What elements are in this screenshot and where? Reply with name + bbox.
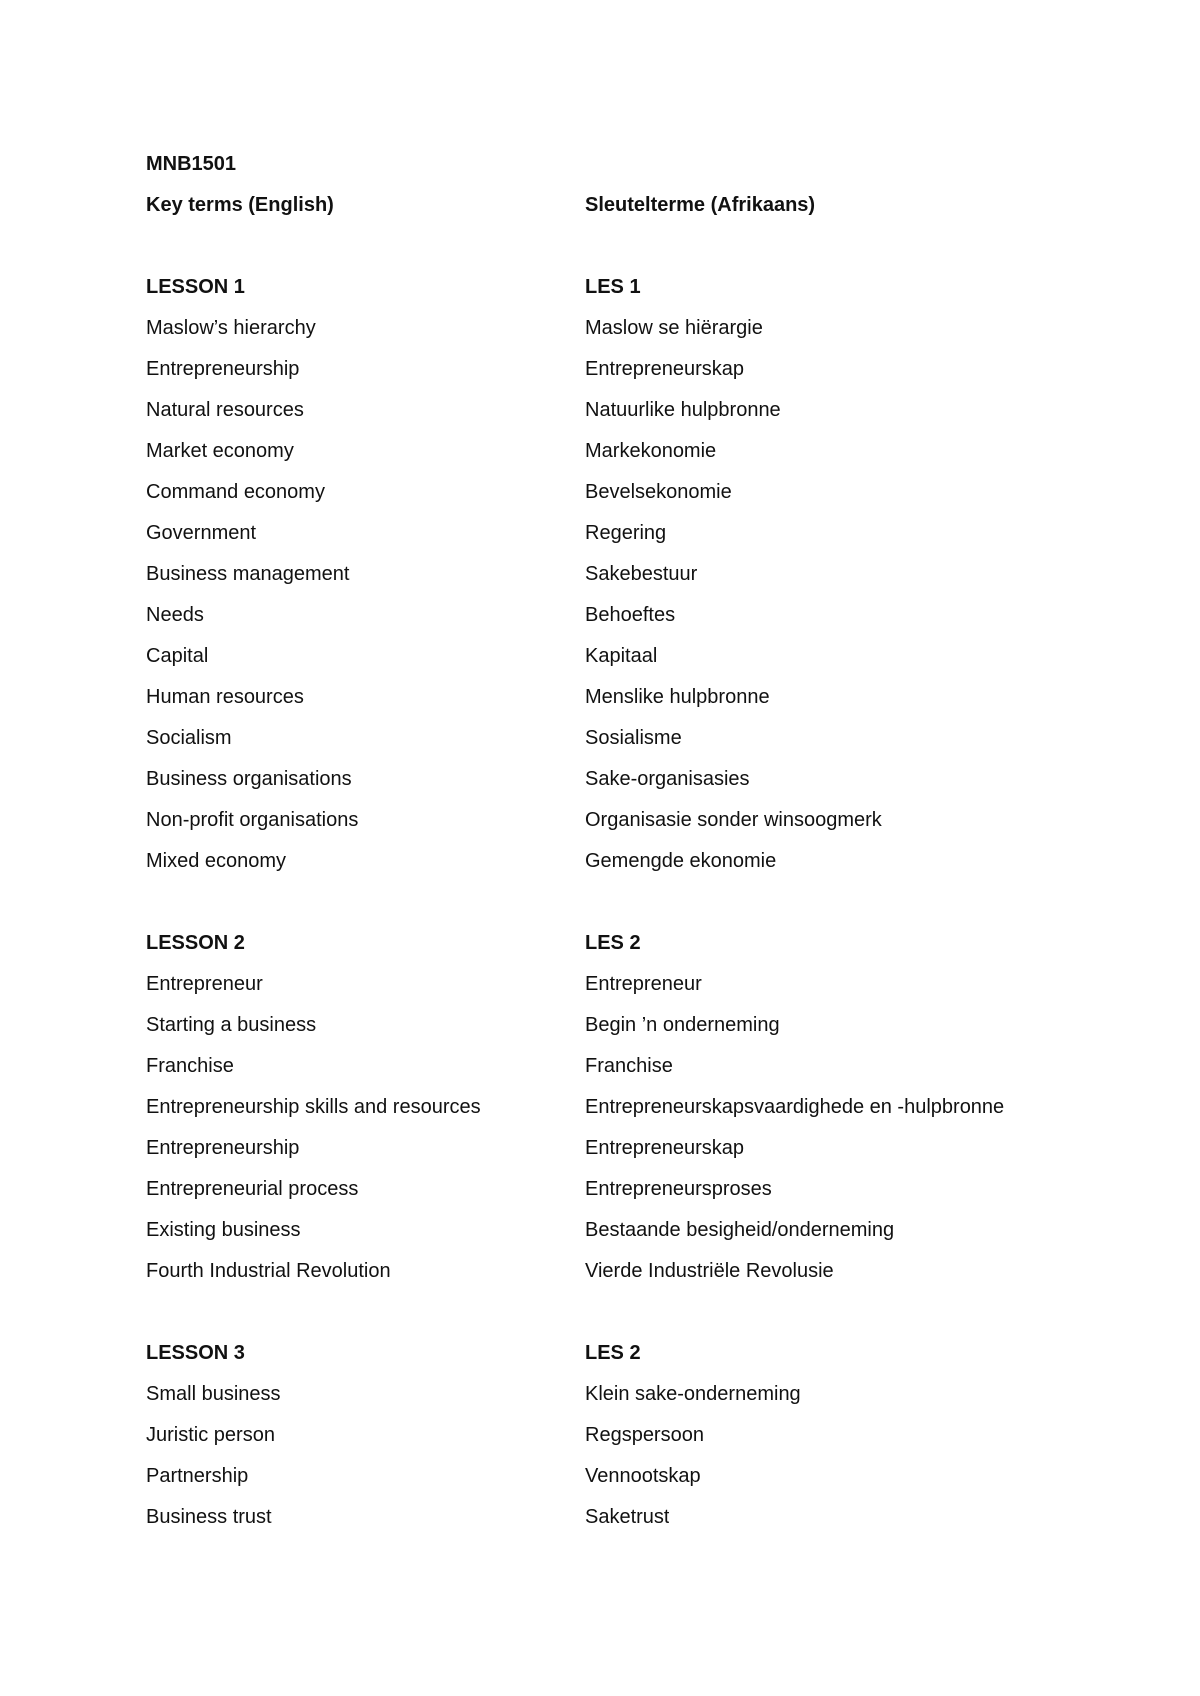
term-afrikaans: Vennootskap (585, 1465, 701, 1487)
lesson-heading-afrikaans: LES 2 (585, 932, 641, 954)
term-afrikaans: Bevelsekonomie (585, 481, 732, 503)
term-afrikaans: Maslow se hiërargie (585, 317, 763, 339)
term-row (146, 595, 1086, 636)
lessons-container (146, 267, 1086, 1538)
term-afrikaans: Entrepreneurskap (585, 1137, 744, 1159)
term-afrikaans: Gemengde ekonomie (585, 850, 777, 872)
term-row (146, 800, 1086, 841)
term-english: Entrepreneurship skills and resources (146, 1096, 481, 1118)
term-afrikaans: Sake-organisasies (585, 768, 750, 790)
section-spacer (146, 882, 1086, 923)
term-row (146, 390, 1086, 431)
term-row (146, 1046, 1086, 1087)
document-body (146, 144, 1086, 1538)
term-english: Entrepreneurship (146, 358, 300, 380)
term-english: Command economy (146, 481, 325, 503)
term-row (146, 349, 1086, 390)
term-english: Market economy (146, 440, 294, 462)
term-english: Entrepreneurship (146, 1137, 300, 1159)
term-row (146, 1374, 1086, 1415)
term-row (146, 964, 1086, 1005)
term-row (146, 1415, 1086, 1456)
term-afrikaans: Regspersoon (585, 1424, 704, 1446)
term-english: Business organisations (146, 768, 352, 790)
term-afrikaans: Behoeftes (585, 604, 676, 626)
term-english: Capital (146, 645, 209, 667)
term-english: Small business (146, 1383, 281, 1405)
term-afrikaans: Markekonomie (585, 440, 717, 462)
term-afrikaans: Bestaande besigheid/onderneming (585, 1219, 895, 1241)
column-header-row (146, 185, 1086, 226)
term-english: Non-profit organisations (146, 809, 359, 831)
term-english: Natural resources (146, 399, 304, 421)
lesson-section (146, 923, 1086, 1292)
lesson-heading-english: LESSON 2 (146, 932, 245, 954)
term-row (146, 554, 1086, 595)
course-code: MNB1501 (146, 153, 237, 175)
term-afrikaans: Kapitaal (585, 645, 658, 667)
term-afrikaans: Sakebestuur (585, 563, 698, 585)
term-row (146, 677, 1086, 718)
header-afrikaans: Sleutelterme (Afrikaans) (585, 194, 816, 216)
term-row (146, 513, 1086, 554)
lesson-heading-afrikaans: LES 1 (585, 276, 641, 298)
term-row (146, 1456, 1086, 1497)
term-row (146, 759, 1086, 800)
term-afrikaans: Regering (585, 522, 667, 544)
term-english: Juristic person (146, 1424, 275, 1446)
term-english: Existing business (146, 1219, 301, 1241)
term-row (146, 431, 1086, 472)
term-english: Needs (146, 604, 204, 626)
term-afrikaans: Organisasie sonder winsoogmerk (585, 809, 882, 831)
lesson-section (146, 267, 1086, 882)
term-english: Franchise (146, 1055, 234, 1077)
term-afrikaans: Entrepreneurskap (585, 358, 744, 380)
lesson-heading-row (146, 267, 1086, 308)
term-english: Partnership (146, 1465, 249, 1487)
lesson-heading-row (146, 923, 1086, 964)
term-afrikaans: Sosialisme (585, 727, 682, 749)
term-afrikaans: Natuurlike hulpbronne (585, 399, 781, 421)
term-row (146, 1169, 1086, 1210)
term-english: Government (146, 522, 257, 544)
term-row (146, 1087, 1086, 1128)
section-spacer (146, 1292, 1086, 1333)
term-row (146, 1005, 1086, 1046)
term-afrikaans: Klein sake-onderneming (585, 1383, 801, 1405)
header-english: Key terms (English) (146, 194, 334, 216)
lesson-heading-english: LESSON 1 (146, 276, 245, 298)
term-row (146, 1251, 1086, 1292)
term-row (146, 1128, 1086, 1169)
lesson-heading-english: LESSON 3 (146, 1342, 245, 1364)
term-english: Maslow’s hierarchy (146, 317, 316, 339)
term-english: Entrepreneurial process (146, 1178, 359, 1200)
term-afrikaans: Entrepreneursproses (585, 1178, 772, 1200)
lesson-section (146, 1333, 1086, 1538)
term-row (146, 472, 1086, 513)
section-spacer (146, 226, 1086, 267)
term-afrikaans: Entrepreneur (585, 973, 702, 995)
term-english: Entrepreneur (146, 973, 263, 995)
term-afrikaans: Entrepreneurskapsvaardighede en -hulpbronne (585, 1096, 1005, 1118)
term-row (146, 841, 1086, 882)
term-english: Starting a business (146, 1014, 317, 1036)
term-afrikaans: Franchise (585, 1055, 673, 1077)
term-english: Socialism (146, 727, 232, 749)
term-afrikaans: Vierde Industriële Revolusie (585, 1260, 834, 1282)
term-english: Business trust (146, 1506, 272, 1528)
term-afrikaans: Menslike hulpbronne (585, 686, 770, 708)
term-row (146, 718, 1086, 759)
term-row (146, 1210, 1086, 1251)
lesson-heading-afrikaans: LES 2 (585, 1342, 641, 1364)
term-afrikaans: Saketrust (585, 1506, 670, 1528)
term-english: Fourth Industrial Revolution (146, 1260, 391, 1282)
term-english: Human resources (146, 686, 304, 708)
course-code-row (146, 144, 1086, 185)
term-english: Mixed economy (146, 850, 287, 872)
lesson-heading-row (146, 1333, 1086, 1374)
term-row (146, 308, 1086, 349)
term-row (146, 636, 1086, 677)
term-english: Business management (146, 563, 350, 585)
term-row (146, 1497, 1086, 1538)
term-afrikaans: Begin ’n onderneming (585, 1014, 780, 1036)
